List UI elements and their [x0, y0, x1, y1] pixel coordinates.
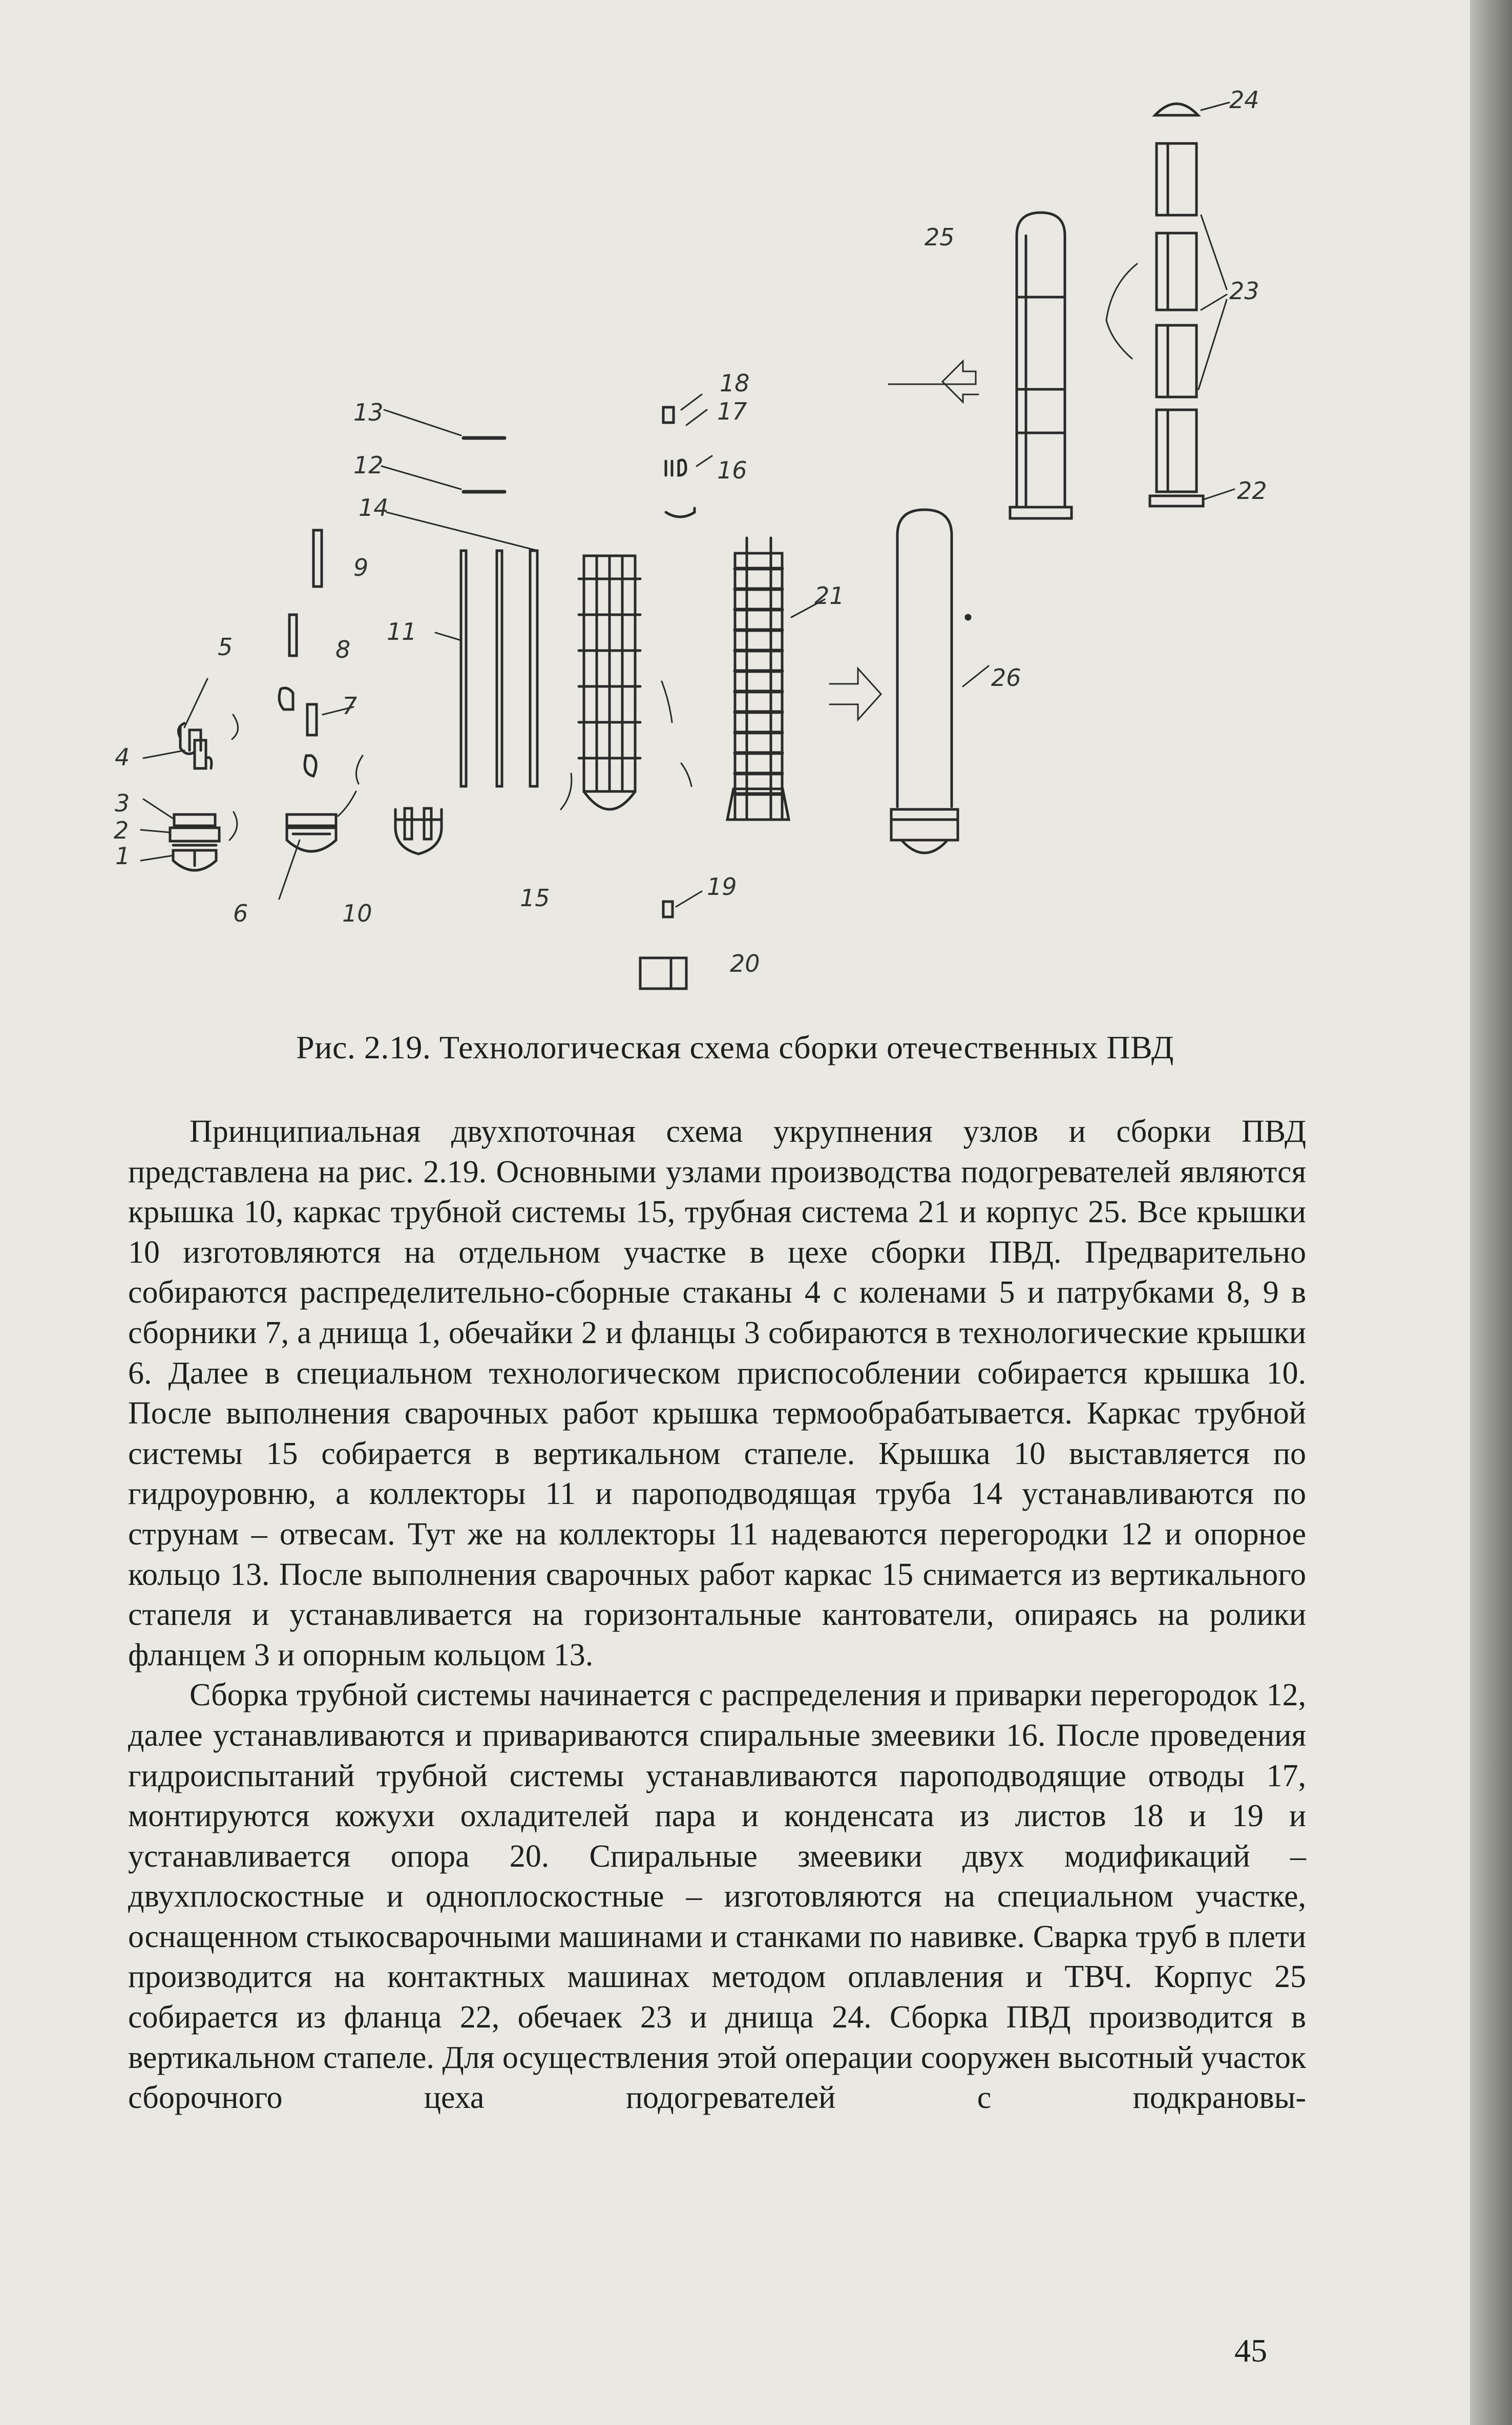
- figure-label: 22: [1237, 477, 1267, 505]
- paragraph: Сборка трубной системы начинается с распределения и приварки перегородок 12, далее устанавливаются и привариваются спиральные змеевики 16. После проведения гидроиспытаний трубной системы устанавливаются пароподводящие отводы 17, монтируются кожухи охладителей пара и конденсата из листов 18 и 19 и устанавливается опора 20. Спиральные змеевики двух модификаций – двухплоскостные и одноплоскостные – изготовляются на специальном участке, оснащенном стыкосварочными машинами и станками по навивке. Сварка труб в плети производится на контактных машинах методом оплавления и ТВЧ. Корпус 25 собирается из фланца 22, обечаек 23 и днища 24. Сборка ПВД производится в вертикальном стапеле. Для осуществления этой операции сооружен высотный участок сборочного цеха подогревателей с подкрановы-: [128, 1678, 1306, 2116]
- cover-10-drawing: [395, 808, 442, 854]
- body-text: [128, 1112, 1306, 2118]
- cover-parts-stack-drawing: [170, 814, 219, 870]
- figure-label: 1: [115, 842, 131, 870]
- figure-label: 25: [925, 223, 955, 251]
- figure-label: 12: [353, 451, 384, 479]
- assembly-diagram: [0, 0, 1470, 1025]
- cup-with-elbows-drawing: [178, 723, 211, 768]
- figure-label: 21: [814, 582, 845, 610]
- figure-label: 3: [115, 789, 130, 817]
- figure-label: 9: [353, 554, 369, 581]
- figure-label: 6: [233, 900, 248, 927]
- page-number: 45: [1234, 2332, 1267, 2369]
- figure-label: 7: [342, 692, 358, 720]
- figure-label: 17: [717, 398, 747, 425]
- assembly-figure: [0, 0, 1470, 1025]
- figure-label: 8: [335, 636, 351, 663]
- figure-label: 15: [520, 884, 550, 912]
- figure-label: 2: [114, 817, 129, 844]
- figure-label: 4: [115, 743, 130, 771]
- paragraph: Принципиальная двухпоточная схема укрупнения узлов и сборки ПВД представлена на рис. 2.19. Основными узлами производства подогревателей являются крышка 10, каркас трубной системы 15, трубная система 21 и корпус 25. Все крышки 10 изготовляются на отдельном участке в цехе сборки ПВД. Предварительно собираются распределительно-сборные стаканы 4 с коленами 5 и патрубками 8, 9 в сборники 7, а днища 1, обечайки 2 и фланцы 3 собираются в технологические крышки 6. Далее в специальном технологическом приспособлении собирается крышка 10. После выполнения сварочных работ крышка термообрабатывается. Каркас трубной системы 15 собирается в вертикальном стапеле. Крышка 10 выставляется по гидроуровню, а коллекторы 11 и пароподводящая труба 14 устанавливаются по струнам – отвесам. Тут же на коллекторы 11 надеваются перегородки 12 и опорное кольцо 13. После выполнения сварочных работ каркас 15 снимается из вертикального стапеля и устанавливается на горизонтальные кантователи, опираясь на ролики фланцем 3 и опорным кольцом 13.: [128, 1114, 1306, 1673]
- figure-label: 16: [717, 456, 747, 484]
- figure-label: 23: [1229, 277, 1259, 305]
- figure-label: 20: [730, 950, 760, 977]
- figure-label: 19: [707, 873, 737, 901]
- collector-7-drawing: [279, 688, 317, 735]
- housing-parts-drawing: [1150, 104, 1203, 507]
- figure-label: 26: [991, 664, 1021, 692]
- book-spine-shadow: [1470, 0, 1512, 2425]
- figure-label: 5: [218, 633, 233, 661]
- frame-15-drawing: [579, 556, 640, 809]
- figure-label: 18: [720, 369, 750, 397]
- tech-cover-6-drawing: [287, 814, 336, 851]
- figure-caption: Рис. 2.19. Технологическая схема сборки отечественных ПВД: [296, 1029, 1174, 1065]
- figure-label: 11: [387, 618, 417, 645]
- figure-label: 10: [342, 900, 372, 927]
- tube-system-21-drawing: [727, 538, 789, 820]
- figure-label: 14: [359, 494, 389, 521]
- heater-26-drawing: [891, 510, 958, 853]
- figure-label: 13: [353, 399, 384, 426]
- housing-25-drawing: [1010, 213, 1072, 518]
- figure-label: 24: [1229, 86, 1259, 114]
